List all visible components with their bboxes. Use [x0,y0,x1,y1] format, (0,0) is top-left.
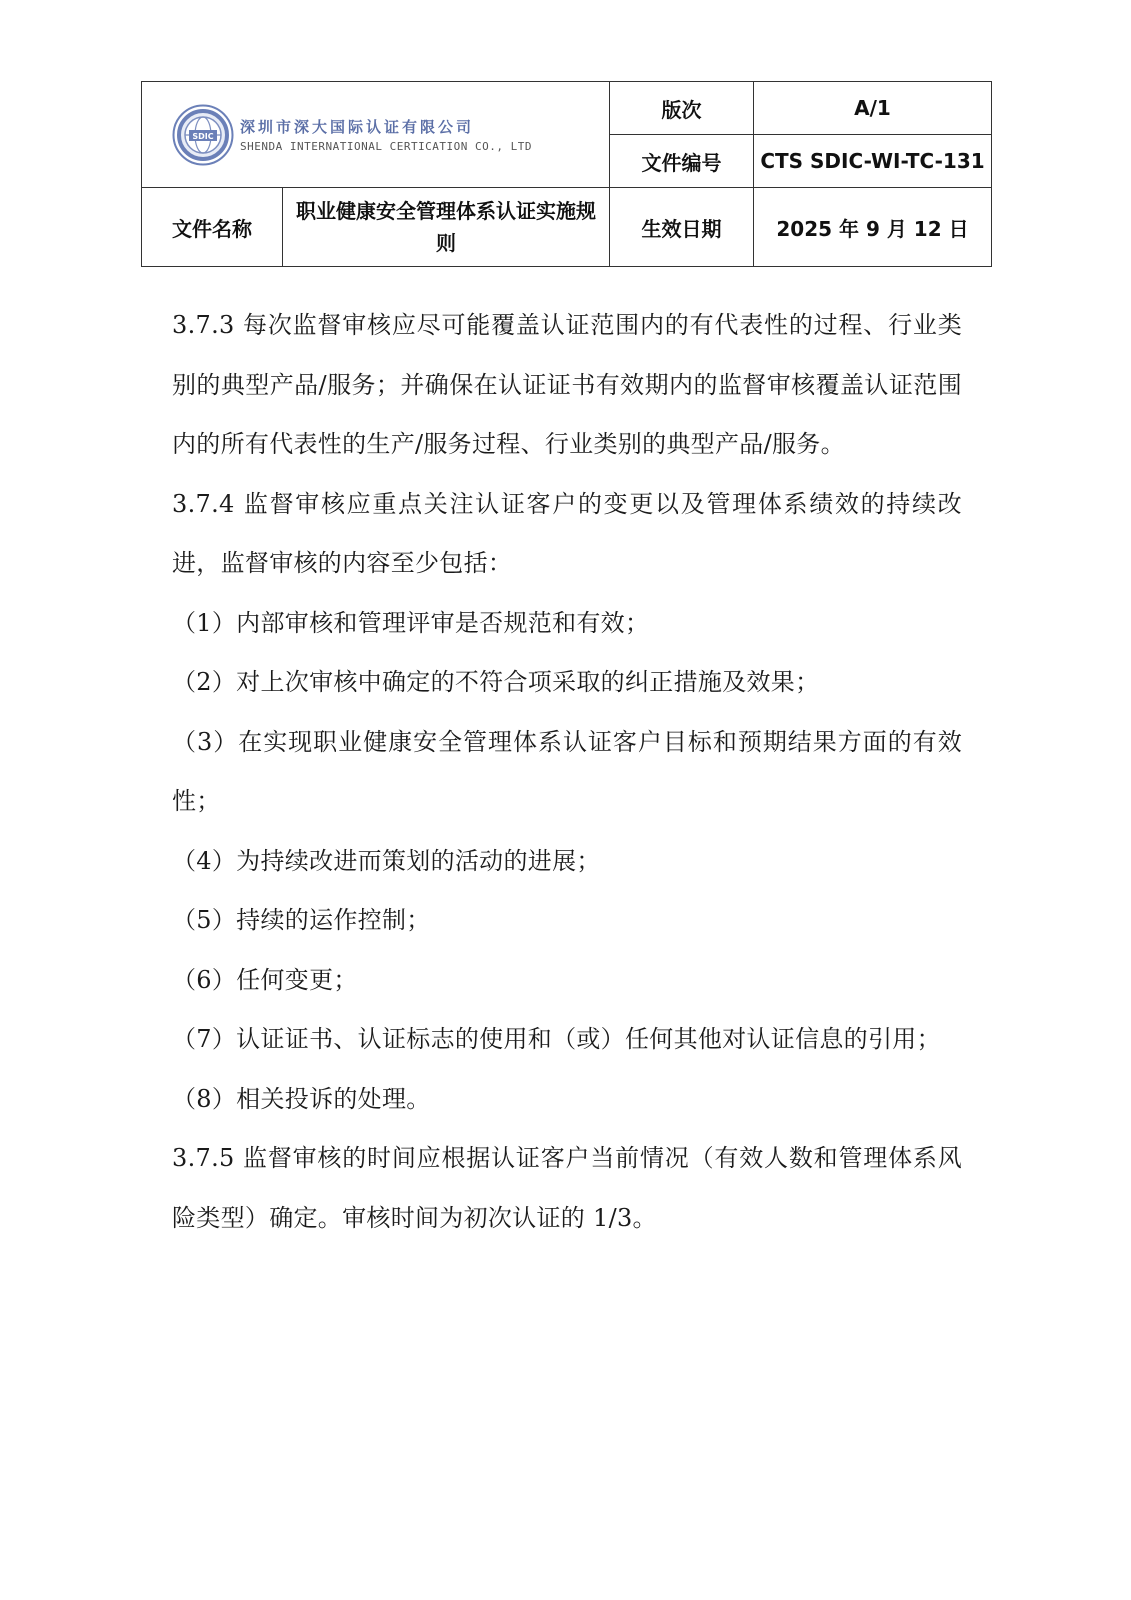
company-logo-cell [142,82,610,188]
effective-date-label: 生效日期 [610,188,754,267]
list-item-4: （4）为持续改进而策划的活动的进展； [172,846,601,875]
doc-number-value: CTS SDIC-WI-TC-131 [754,135,992,188]
clause-3-7-5: 3.7.5 监督审核的时间应根据认证客户当前情况（有效人数和管理体系风险类型）确定。审核时间为初次认证的 1/3。 [172,1144,962,1232]
clause-3-7-3: 3.7.3 每次监督审核应尽可能覆盖认证范围内的有代表性的过程、行业类别的典型产品/服务；并确保在认证证书有效期内的监督审核覆盖认证范围内的所有代表性的生产/服务过程、行业类别的典型产品/服务。 [172,311,962,458]
doc-number-label: 文件编号 [610,135,754,188]
company-name-en: SHENDA INTERNATIONAL CERTICATION CO., LTD [240,140,533,153]
list-item-5: （5）持续的运作控制； [172,906,431,934]
list-item-1: （1）内部审核和管理评审是否规范和有效； [172,608,650,637]
company-logo-icon [172,104,234,166]
clause-3-7-4: 3.7.4 监督审核应重点关注认证客户的变更以及管理体系绩效的持续改进，监督审核的内容至少包括： [172,489,962,577]
version-label: 版次 [610,82,754,135]
document-header-table [141,81,992,267]
effective-date-value: 2025 年 9 月 12 日 [754,188,992,267]
list-item-2: （2）对上次审核中确定的不符合项采取的纠正措施及效果； [172,668,820,696]
list-item-3: （3）在实现职业健康安全管理体系认证客户目标和预期结果方面的有效性； [172,727,962,815]
document-body [172,296,962,1248]
list-item-8: （8）相关投诉的处理。 [172,1084,431,1113]
list-item-6: （6）任何变更； [172,965,358,994]
doc-name-value: 职业健康安全管理体系认证实施规则 [283,188,610,267]
company-name-cn: 深圳市深大国际认证有限公司 [240,118,475,136]
svg-text:SDIC: SDIC [192,131,214,141]
version-value: A/1 [754,82,992,135]
doc-name-label: 文件名称 [142,188,283,267]
list-item-7: （7）认证证书、认证标志的使用和（或）任何其他对认证信息的引用； [172,1025,941,1053]
